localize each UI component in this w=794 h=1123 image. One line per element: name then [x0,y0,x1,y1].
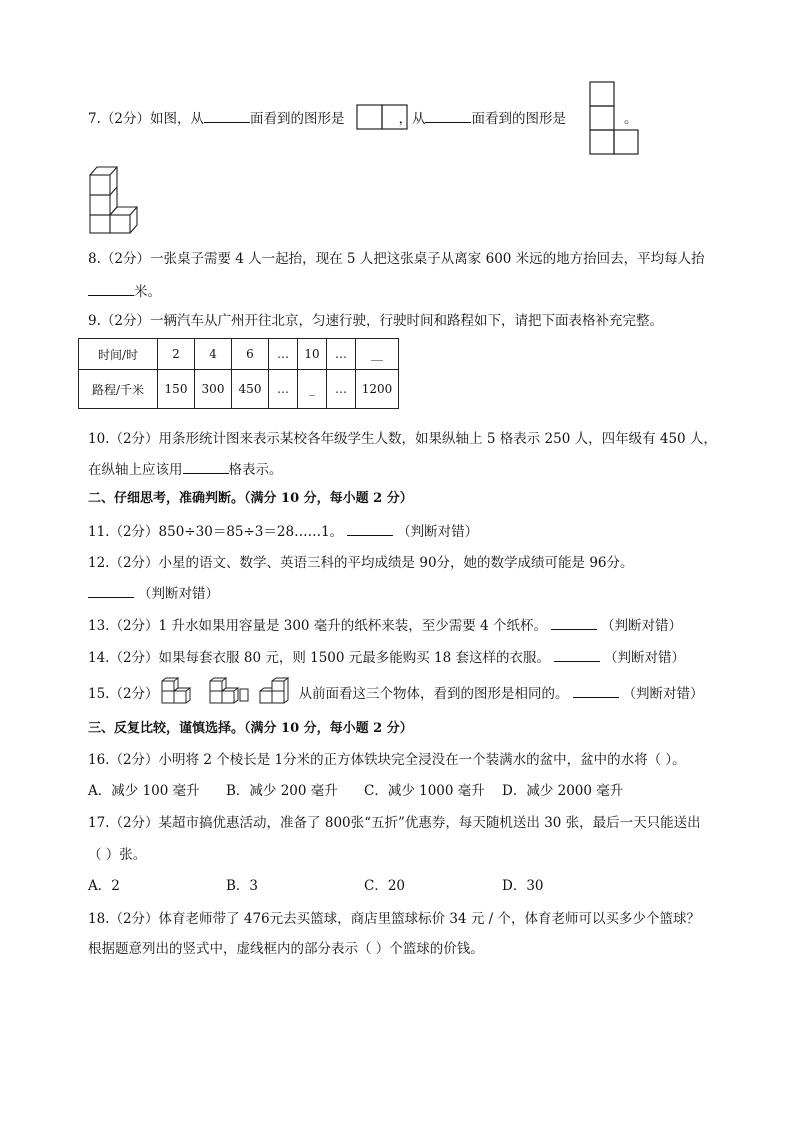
q12-tail: （判断对错） [138,586,219,602]
table-cell: 150 [158,370,195,409]
q16-option-d: D．减少 2000 毫升 [502,783,624,799]
table-cell: … [269,370,298,409]
q9-table [78,338,399,409]
table-row [79,370,399,409]
q14-text: 14.（2分）如果每套衣服 80 元，则 1500 元最多能购买 18 套这样的衣服。 [88,650,551,666]
section-3-heading: 三、反复比较，谨慎选择。（满分 10 分，每小题 2 分） [88,721,413,736]
table-cell: 时间/时 [79,339,158,370]
q11-text: 11.（2分）850÷30＝85÷3＝28……1。 [88,524,344,540]
q14-blank [554,647,600,662]
q8-blank [88,281,134,296]
table-cell: … [269,339,298,370]
q17-line2: （ ）张。 [88,847,147,863]
table-cell: 10 [298,339,327,370]
q13-line [88,615,682,636]
q16-options [88,781,623,801]
q7-mid: 面看到的图形是 [249,111,345,127]
q10-blank [183,459,229,474]
q16-option-b: B．减少 200 毫升 [226,783,338,799]
table-cell: 6 [232,339,269,370]
q10-line1: 10.（2分）用条形统计图来表示某校各年级学生人数，如果纵轴上 5 格表示 250 人，四年级有 450 人， [88,431,717,447]
q7-cube-stack-figure [88,163,148,235]
q12-blank [88,583,134,598]
q15-tail: （判断对错） [622,686,704,702]
q12-line1: 12.（2分）小星的语文、数学、英语三科的平均成绩是 90分，她的数学成绩可能是 96分。 [88,555,634,571]
q7-mid2: 面看到的图形是 [471,111,566,127]
q9-text: 9.（2分）一辆汽车从广州开往北京，匀速行驶，行驶时间和路程如下，请把下面表格补充完整。 [88,313,663,329]
q17-option-a: A．2 [88,878,120,894]
table-cell: 4 [195,339,232,370]
section-2-heading: 二、仔细思考，准确判断。（满分 10 分，每小题 2 分） [88,491,413,506]
q7-blank-2 [425,108,471,123]
table-cell: … [327,370,356,409]
q13-blank [551,615,597,630]
q18-line2: 根据题意列出的竖式中，虚线框内的部分表示（ ）个篮球的价钱。 [88,941,484,957]
table-cell: 300 [195,370,232,409]
q13-text: 13.（2分）1 升水如果用容量是 300 毫升的纸杯来装，至少需要 4 个纸杯。 [88,618,547,634]
table-cell: 路程/千米 [79,370,158,409]
q13-tail: （判断对错） [600,618,682,634]
q17-option-c: C．20 [364,878,406,894]
table-cell: 1200 [356,370,399,409]
q11-tail: （判断对错） [397,524,479,540]
q16-option-a: A．减少 100 毫升 [88,783,200,799]
q16-option-c: C．减少 1000 毫升 [364,783,485,799]
table-row [79,339,399,370]
q15-objects-figure [160,677,300,707]
q10-line2 [88,459,283,480]
table-cell: __ [356,339,399,370]
table-cell: … [327,339,356,370]
q15-prefix: 15.（2分） [88,686,159,702]
q17-option-d: D．30 [502,878,544,894]
q15-blank [573,683,619,698]
q17-options [88,876,544,896]
q7-blank-1 [204,108,250,123]
q7-view-two-squares [356,104,410,130]
q10-line2a: 在纵轴上应该用 [88,462,183,478]
q10-line2b: 格表示。 [228,462,283,478]
table-cell: 450 [232,370,269,409]
q8-line1: 8.（2分）一张桌子需要 4 人一起抬，现在 5 人把这张桌子从离家 600 米远的地方抬回去，平均每人抬 [88,251,705,267]
q18-line1: 18.（2分）体育老师带了 476元去买篮球，商店里篮球标价 34 元 / 个，体育老师可以买多少个篮球？ [88,911,701,927]
q8-line2 [88,281,161,302]
q11-line [88,521,478,542]
q14-tail: （判断对错） [604,650,686,666]
q7-view-l-shape [589,81,641,155]
q14-line [88,647,685,668]
q8-unit: 米。 [134,284,161,300]
table-cell: 2 [158,339,195,370]
q16-text: 16.（2分）小明将 2 个棱长是 1分米的正方体铁块完全浸没在一个装满水的盆中，盆中的水将（ ）。 [88,752,686,768]
q11-blank [347,521,393,536]
q7-prefix: 7.（2分）如图，从 [88,111,204,127]
q17-line1: 17.（2分）某超市搞优惠活动，准备了 800张“五折”优惠券，每天随机送出 30 张，最后一天只能送出 [88,815,701,831]
q7-end: 。 [623,111,638,127]
q17-option-b: B．3 [226,878,259,894]
table-cell: _ [298,370,327,409]
q12-line2 [88,583,219,604]
q7-sep: ，从 [398,111,426,127]
q15-text: 从前面看这三个物体，看到的图形是相同的。 [298,686,569,702]
